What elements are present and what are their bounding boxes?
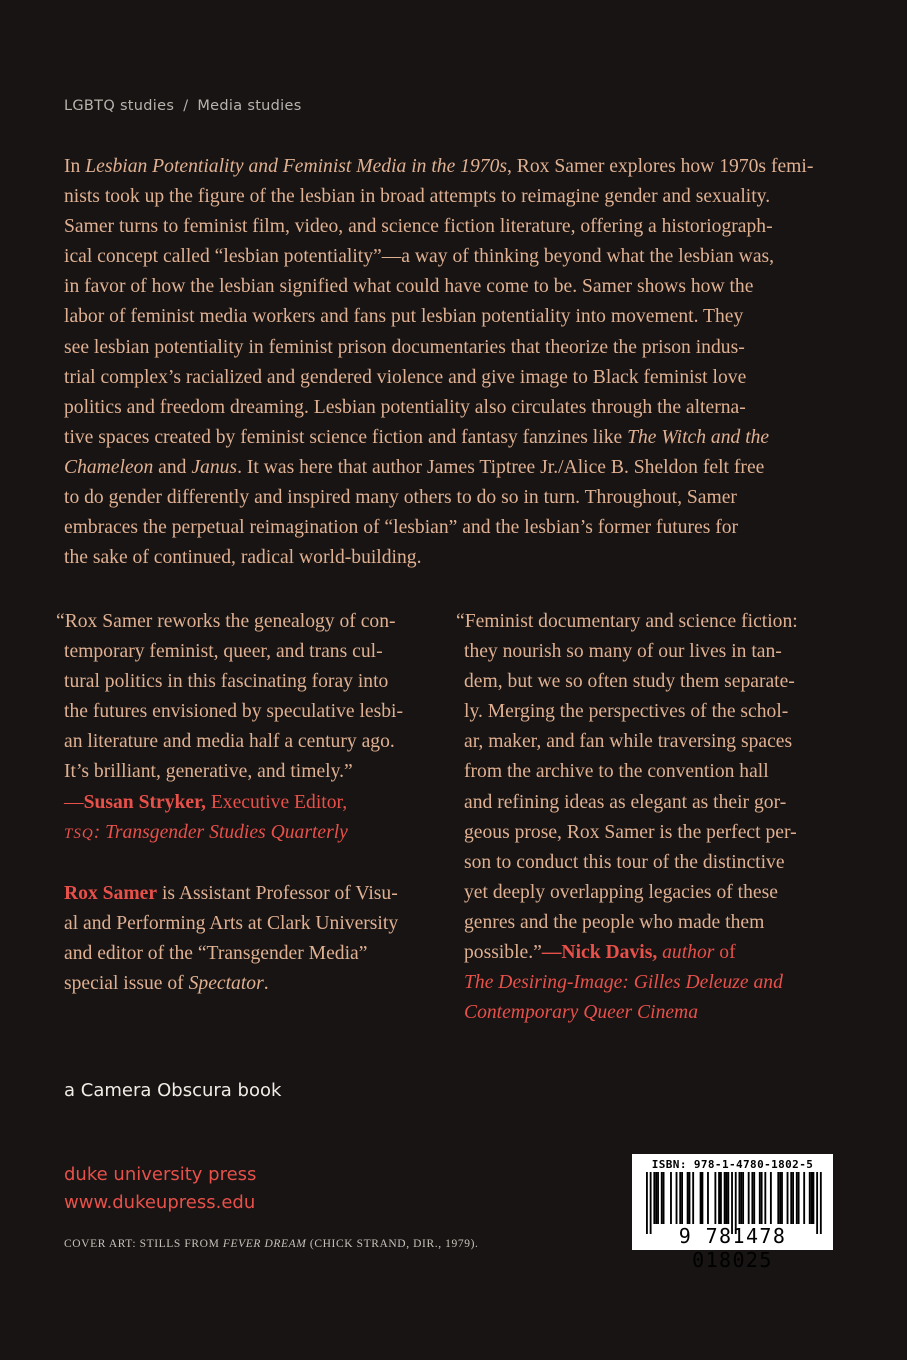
barcode-bar: [657, 1172, 659, 1224]
barcode-bar: [727, 1172, 729, 1224]
isbn-digits: 9 781478 018025: [678, 1224, 787, 1272]
barcode-bar: [700, 1172, 702, 1224]
series-line: a Camera Obscura book: [64, 1080, 282, 1101]
subject-categories: [64, 98, 302, 114]
category-lgbtq: LGBTQ studies: [64, 98, 175, 114]
author-name: Rox Samer: [64, 882, 158, 904]
barcode-bar: [739, 1172, 741, 1224]
barcode-bar: [813, 1172, 815, 1224]
barcode-bar: [670, 1172, 672, 1224]
barcode-bar: [661, 1172, 663, 1224]
barcode-bar: [724, 1172, 726, 1224]
barcode-bar: [790, 1172, 792, 1224]
barcode-bar: [751, 1172, 753, 1224]
barcode-bar: [689, 1172, 691, 1224]
category-media: Media studies: [197, 98, 302, 114]
barcode-bar: [777, 1172, 779, 1224]
isbn-barcode: [632, 1154, 833, 1272]
publisher-name: duke university press: [64, 1164, 257, 1185]
barcode-bar: [653, 1172, 655, 1224]
publisher-url: www.dukeupress.edu: [64, 1192, 256, 1213]
barcode-bar: [792, 1172, 794, 1224]
blurb-attribution: —Nick Davis,: [541, 942, 658, 964]
barcode-bar: [770, 1172, 772, 1224]
barcode-bar: [761, 1172, 763, 1224]
book-description: In Lesbian Potentiality and Feminist Media in the 1970s, Rox Samer explores how 1970s femi- nists took up the figure of the lesbian in broad attempts to reimagine gender and sexuality. Samer turns to feminist film, video, and science fiction literature, offering a historiograph- ical concept called “lesbian potentiality”—a way of thinking beyond what the lesbian was, in favor of how the lesbian signified what could have come to be. Samer shows how the labor of feminist media workers and fans put lesbian potentiality into movement. They see lesbian potentiality in feminist prison documentaries that theorize the prison indus- trial complex’s racialized and gendered violence and give image to Black feminist love politics and freedom dreaming. Lesbian potentiality also circulates through the alterna- tive spaces created by feminist science fiction and fantasy fanzines like The Witch and the Chameleon and Janus. It was here that author James Tiptree Jr./Alice B. Sheldon felt free to do gender differently and inspired many others to do so in turn. Throughout, Samer embraces the perpetual reimagination of “lesbian” and the lesbian’s former futures for the sake of continued, radical world-building.: [64, 156, 814, 569]
barcode-bar: [798, 1172, 800, 1224]
barcode-bar: [748, 1172, 750, 1224]
blurb-stryker: “Rox Samer reworks the genealogy of con- temporary feminist, queer, and trans cul- tural politics in this fascinating foray into the futures envisioned by speculative lesbi- an literature and media half a century ago. It’s brilliant, generative, and timely.” —Susan Stryker, Executive Editor, TSQ: Transgender Studies Quarterly: [64, 607, 444, 849]
barcode-bar: [714, 1172, 716, 1224]
book-title: Lesbian Potentiality and Feminist Media in the 1970s: [85, 156, 507, 177]
barcode-bar: [679, 1172, 681, 1224]
author-bio: Rox Samer is Assistant Professor of Visu- al and Performing Arts at Clark University and editor of the “Transgender Media” special issue of Spectator.: [64, 882, 399, 995]
barcode-bar: [692, 1172, 694, 1224]
barcode-bar: [753, 1172, 755, 1224]
barcode-bar: [655, 1172, 657, 1224]
blurb-attribution: —Susan Stryker, Executive Editor,: [64, 791, 348, 813]
blurb-publication: TSQ: Transgender Studies Quarterly: [64, 821, 348, 843]
barcode-bar: [687, 1172, 689, 1224]
barcode-bar: [702, 1172, 704, 1224]
barcode-bar: [676, 1172, 678, 1224]
barcode-bar: [740, 1172, 742, 1224]
barcode-bar: [742, 1172, 744, 1224]
cover-art-credit: COVER ART: STILLS FROM FEVER DREAM (CHICK STRAND, DIR., 1979).: [64, 1238, 479, 1250]
left-column: [56, 607, 444, 999]
barcode-bar: [718, 1172, 720, 1224]
isbn-label: ISBN: 978-1-4780-1802-5: [651, 1158, 814, 1171]
barcode-bar: [764, 1172, 766, 1224]
barcode-bar: [796, 1172, 798, 1224]
barcode-bar: [726, 1172, 728, 1224]
barcode-bar: [787, 1172, 789, 1224]
category-separator: /: [183, 98, 189, 114]
barcode-bar: [809, 1172, 811, 1224]
blurb-publication: The Desiring-Image: Gilles Deleuze and: [464, 972, 783, 994]
barcode-bar: [803, 1172, 805, 1224]
barcode-bar: [811, 1172, 813, 1224]
barcode-bar: [707, 1172, 709, 1224]
barcode-bar: [779, 1172, 781, 1224]
barcode-bar: [781, 1172, 783, 1224]
barcode-bar: [720, 1172, 722, 1224]
barcode-bar: [759, 1172, 761, 1224]
barcode-bar: [663, 1172, 665, 1224]
barcode-bar: [681, 1172, 683, 1224]
publisher-info: [64, 1161, 256, 1217]
blurb-davis: “Feminist documentary and science fiction: they nourish so many of our lives in tan- dem, but we so often study them separate- ly. Merging the perspectives of the schol- ar, maker, and fan while traversing spaces from the archive to the convention hall and refining ideas as elegant as their gor- geous prose, Rox Samer is the perfect per- son to conduct this tour of the distinctive yet deeply overlapping legacies of these genres and the people who made them possible.”—Nick Davis, author of The Desiring-Image: Gilles Deleuze and Contemporary Queer Cinema: [464, 607, 846, 1028]
